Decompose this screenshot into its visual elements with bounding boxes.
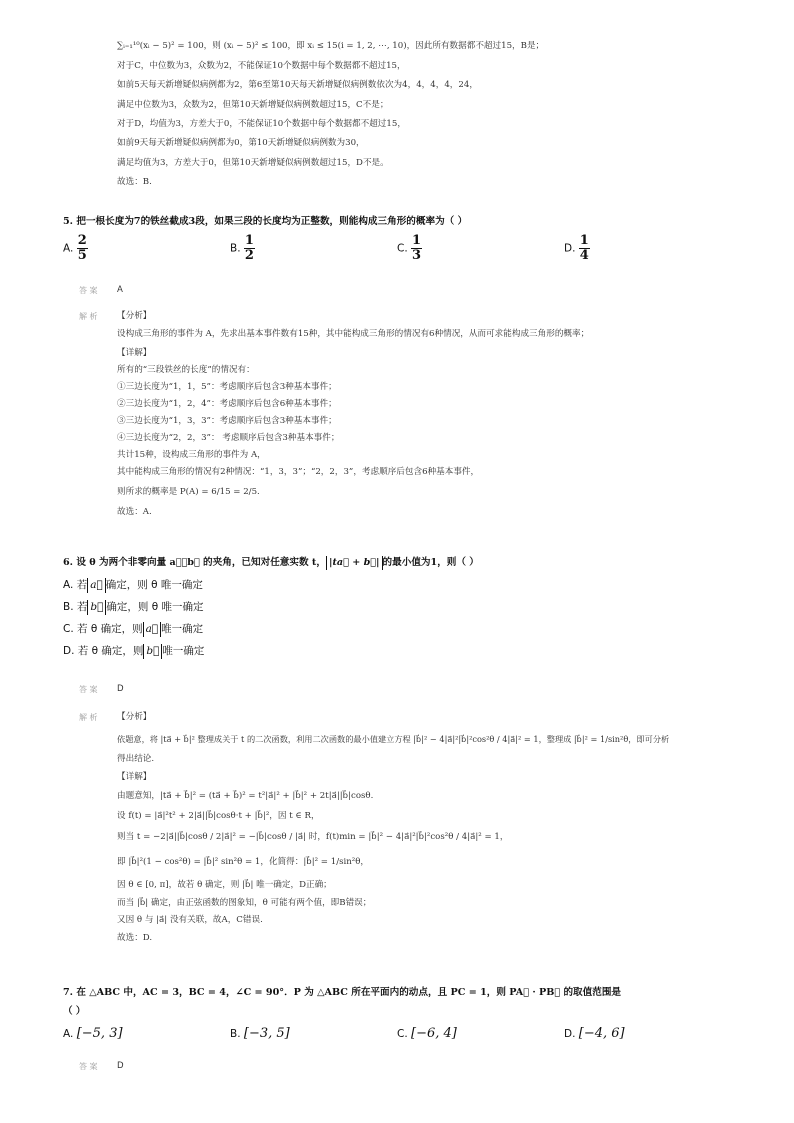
analysis-line: 【分析】 (117, 311, 152, 321)
q6-option-b[interactable] (63, 600, 204, 615)
solution-line: 满足中位数为3，众数为2，但第10天新增疑似病例数超过15，C不是； (117, 100, 389, 110)
solution-line: 如前9天每天新增疑似病例都为0，第10天新增疑似病例数为30， (117, 138, 365, 148)
analysis-tag: 解 析 (79, 713, 98, 722)
numerator: 1 (579, 233, 589, 248)
analysis-line: 共计15种，设构成三角形的事件为 A， (117, 450, 266, 460)
analysis-line: 【详解】 (117, 348, 152, 358)
option-letter: C. (397, 242, 408, 255)
fraction (77, 234, 88, 263)
answer-value: A (117, 285, 123, 295)
analysis-tag: 解 析 (79, 312, 98, 321)
analysis-line: 故选：D. (117, 933, 153, 943)
q6-option-d[interactable] (63, 644, 204, 659)
option-letter: B. (230, 242, 241, 255)
option-text: 确定，则 θ 唯一确定 (105, 579, 203, 591)
analysis-line: 即 |b⃗|²(1 − cos²θ) = |b⃗|² sin²θ = 1，化简得：|b⃗|² = 1/sin²θ， (117, 857, 369, 867)
fraction (579, 234, 590, 263)
analysis-line: 其中能构成三角形的情况有2种情况：“1，3，3”；“2，2，3”，考虑顺序后包含6种基本事件， (117, 467, 480, 477)
analysis-line: 设构成三角形的事件为 A，先求出基本事件数有15种，其中能构成三角形的情况有6种情况，从而可求能构成三角形的概率； (117, 329, 590, 339)
denominator: 5 (77, 248, 87, 263)
fraction (244, 234, 255, 263)
answer-tag: 答 案 (79, 685, 98, 694)
option-letter: A. (63, 1028, 74, 1040)
q5-option-b[interactable] (230, 234, 255, 263)
denominator: 4 (579, 248, 589, 263)
stem-part: 6. 设 θ 为两个非零向量 a⃗，b⃗ 的夹角，已知对任意实数 t， (63, 557, 326, 568)
denominator: 3 (412, 248, 422, 263)
option-value: [−3, 5] (243, 1026, 290, 1041)
answer-value: D (117, 684, 124, 694)
vector-norm: b⃗ (143, 644, 162, 659)
option-value: [−5, 3] (76, 1026, 123, 1041)
vector-norm: a⃗ (87, 578, 106, 593)
solution-line: 故选：B. (117, 177, 152, 187)
analysis-line: 则所求的概率是 P(A) = 6/15 = 2/5. (117, 487, 260, 497)
analysis-line: 依题意，将 |ta⃗ + b⃗|² 整理成关于 t 的二次函数，利用二次函数的最小值建立方程 |b⃗|² − 4|a⃗|²|b⃗|²cos²θ / 4|a⃗|² = 1，整理成 |b⃗|² = 1/sin²θ，即可分析 (117, 734, 670, 744)
option-letter: B. (230, 1028, 241, 1040)
option-letter: D. (564, 242, 576, 255)
option-text: D. 若 θ 确定，则 (63, 645, 144, 657)
q7-option-c[interactable] (397, 1026, 457, 1042)
question-6-stem (63, 556, 479, 570)
q5-option-d[interactable] (564, 234, 590, 263)
option-value: [−6, 4] (411, 1026, 457, 1041)
norm-expression: |ta⃗ + b⃗| (326, 556, 383, 570)
question-7-stem-cont: （ ） (63, 1006, 86, 1017)
fraction (411, 234, 422, 263)
answer-tag: 答 案 (79, 1062, 98, 1071)
numerator: 1 (412, 233, 422, 248)
option-text: 确定，则 θ 唯一确定 (106, 601, 204, 613)
analysis-line: 所有的“三段铁丝的长度”的情况有： (117, 365, 255, 375)
q6-option-a[interactable] (63, 578, 203, 593)
stem-part: 的最小值为1，则（ ） (382, 557, 479, 568)
solution-line: ∑ᵢ₌₁¹⁰(xᵢ − 5)² = 100，则 (xᵢ − 5)² ≤ 100，即 xᵢ ≤ 15(i = 1, 2, ⋯, 10)，因此所有数据都不超过15，B是； (117, 41, 545, 51)
solution-line: 对于D，均值为3，方差大于0，不能保证10个数据中每个数据都不超过15， (117, 119, 406, 129)
q5-option-a[interactable] (63, 234, 88, 263)
numerator: 1 (244, 233, 254, 248)
answer-tag: 答 案 (79, 286, 98, 295)
analysis-line: ③三边长度为“1，3，3”：考虑顺序后包含3种基本事件； (117, 416, 337, 426)
numerator: 2 (77, 233, 87, 248)
q7-option-b[interactable] (230, 1026, 290, 1042)
analysis-line: 又因 θ 与 |a⃗| 没有关联，故A，C错误. (117, 915, 263, 925)
vector-norm: b⃗ (87, 600, 106, 615)
option-value: [−4, 6] (578, 1026, 625, 1041)
q7-option-a[interactable] (63, 1026, 123, 1042)
vector-norm: a⃗ (143, 622, 162, 637)
analysis-line: 由题意知，|ta⃗ + b⃗|² = (ta⃗ + b⃗)² = t²|a⃗|² + |b⃗|² + 2t|a⃗||b⃗|cosθ. (117, 791, 374, 801)
option-text: B. 若 (63, 601, 88, 613)
analysis-line: 设 f(t) = |a⃗|²t² + 2|a⃗||b⃗|cosθ·t + |b⃗|²，因 t ∈ R， (117, 811, 320, 821)
option-letter: A. (63, 242, 74, 255)
solution-line: 如前5天每天新增疑似病例都为2，第6至第10天每天新增疑似病例数依次为4，4，4，4，24， (117, 80, 478, 90)
question-7-stem: 7. 在 △ABC 中，AC = 3，BC = 4，∠C = 90°．P 为 △ABC 所在平面内的动点，且 PC = 1，则 PA⃗ · PB⃗ 的取值范围是 (63, 987, 622, 998)
analysis-line: 【详解】 (117, 772, 152, 782)
denominator: 2 (244, 248, 254, 263)
q6-option-c[interactable] (63, 622, 203, 637)
solution-line: 满足均值为3，方差大于0，但第10天新增疑似病例数超过15，D不是。 (117, 158, 389, 168)
option-text: 唯一确定 (161, 623, 204, 635)
option-letter: C. (397, 1028, 408, 1040)
analysis-line: 故选：A. (117, 507, 152, 517)
solution-line: 对于C，中位数为3，众数为2，不能保证10个数据中每个数据都不超过15， (117, 61, 406, 71)
analysis-line: 【分析】 (117, 712, 152, 722)
analysis-line: 得出结论. (117, 754, 155, 764)
analysis-line: 而当 |b⃗| 确定，由正弦函数的图象知，θ 可能有两个值，即B错误； (117, 898, 372, 908)
option-text: C. 若 θ 确定，则 (63, 623, 143, 635)
analysis-line: 因 θ ∈ [0, π]，故若 θ 确定，则 |b⃗| 唯一确定，D正确； (117, 880, 332, 890)
question-5-stem: 5. 把一根长度为7的铁丝截成3段，如果三段的长度均为正整数，则能构成三角形的概率为（ ） (63, 216, 468, 227)
analysis-line: 则当 t = −2|a⃗||b⃗|cosθ / 2|a⃗|² = −|b⃗|cosθ / |a⃗| 时，f(t)min = |b⃗|² − 4|a⃗|²|b⃗|²cos²θ / 4|a⃗|² = 1， (117, 832, 509, 842)
analysis-line: ①三边长度为“1，1，5”：考虑顺序后包含3种基本事件； (117, 382, 337, 392)
q5-option-c[interactable] (397, 234, 422, 263)
option-text: 唯一确定 (162, 645, 205, 657)
answer-value: D (117, 1061, 124, 1071)
analysis-line: ②三边长度为“1，2，4”：考虑顺序后包含6种基本事件； (117, 399, 337, 409)
option-letter: D. (564, 1028, 576, 1040)
q7-option-d[interactable] (564, 1026, 625, 1042)
analysis-line: ④三边长度为“2，2，3”： 考虑顺序后包含3种基本事件； (117, 433, 340, 443)
option-text: A. 若 (63, 579, 88, 591)
